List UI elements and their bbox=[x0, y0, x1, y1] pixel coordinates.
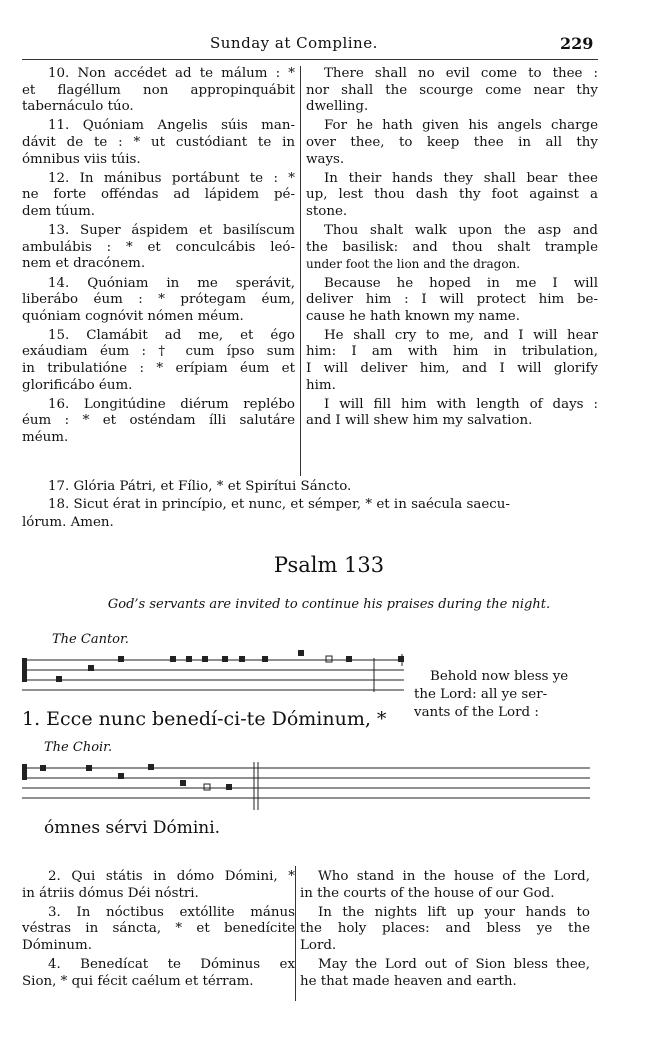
verse-line: 15. Clamábit ad me, et égo bbox=[48, 327, 295, 343]
verse-line: vants of the Lord : bbox=[414, 705, 539, 720]
verse-line: I will fill him with length of days : bbox=[324, 396, 598, 412]
verse-line: glorificábo éum. bbox=[22, 377, 133, 393]
psalm-title: Psalm 133 bbox=[273, 553, 385, 577]
english-verse-10 bbox=[306, 66, 598, 116]
verse-line: ambulábis : * et conculcábis leó- bbox=[22, 239, 295, 255]
latin-verse-12 bbox=[22, 171, 295, 221]
doxology-verses bbox=[22, 478, 598, 532]
top-latin-column bbox=[22, 66, 295, 449]
verse-line: dwelling. bbox=[306, 99, 369, 115]
verse-line: 4. Benedícat te Dóminus ex bbox=[48, 957, 295, 973]
latin-verse-11 bbox=[22, 118, 295, 168]
verse-line: liberábo éum : * prótegam éum, bbox=[22, 292, 295, 308]
verse-line: 10. Non accédet ad te málum : * bbox=[48, 66, 295, 81]
latin-verse-15 bbox=[22, 328, 295, 394]
verse-line: Dóminum. bbox=[22, 937, 92, 953]
verse-line: and I will shew him my salvation. bbox=[306, 413, 533, 429]
choir-label: The Choir. bbox=[44, 740, 113, 755]
verse-line: 11. Quóniam Angelis súis man- bbox=[48, 118, 295, 134]
verse-line: the basilisk: and thou shalt trample bbox=[306, 239, 598, 255]
verse-line: 12. In mánibus portábunt te : * bbox=[48, 170, 295, 186]
verse-line: In their hands they shall bear thee bbox=[324, 170, 598, 186]
verse-line: in átriis dómus Déi nóstri. bbox=[22, 885, 199, 901]
cantor-english bbox=[414, 668, 599, 722]
column-divider bbox=[300, 66, 301, 476]
english-verse-16 bbox=[306, 397, 598, 430]
english-verse-13 bbox=[306, 223, 598, 273]
verse-line: Thou shalt walk upon the asp and bbox=[324, 223, 598, 239]
verse-line: Because he hoped in me I will bbox=[324, 275, 598, 291]
verse-line: deliver him : I will protect him be- bbox=[306, 292, 598, 308]
verse-line: him: I am with him in tribulation, bbox=[306, 344, 598, 360]
verse-line: Lord. bbox=[300, 937, 337, 953]
choir-staff bbox=[22, 760, 592, 812]
column-divider bbox=[295, 866, 296, 1001]
verse-line: There shall no evil come to thee : bbox=[324, 66, 598, 81]
latin-verse-14 bbox=[22, 276, 295, 326]
verse-line: méum. bbox=[22, 430, 69, 446]
verse-line: I will deliver him, and I will glorify bbox=[306, 361, 598, 377]
verse-line: dem túum. bbox=[22, 203, 96, 219]
verse-line: up, lest thou dash thy foot against a bbox=[306, 187, 598, 203]
verse-line: 14. Quóniam in me sperávit, bbox=[48, 275, 295, 291]
verse-line: ways. bbox=[306, 151, 345, 167]
verse-line: He shall cry to me, and I will hear bbox=[324, 327, 598, 343]
verse-line: under foot the lion and the dragon. bbox=[306, 257, 521, 272]
latin-verse-2 bbox=[22, 869, 295, 902]
verse-line: Who stand in the house of the Lord, bbox=[318, 869, 590, 884]
verse-line: et flagéllum non appropinquábit bbox=[22, 82, 295, 98]
verse-line: lórum. Amen. bbox=[22, 515, 114, 530]
top-english-column bbox=[306, 66, 598, 433]
verse-line: ne forte offéndas ad lápidem pé- bbox=[22, 187, 295, 203]
psalm-subtitle: God’s servants are invited to continue his praises during the night. bbox=[107, 597, 551, 612]
verse-line: in tribulatióne : * erípiam éum et bbox=[22, 361, 295, 377]
verse-line: quóniam cognóvit nómen méum. bbox=[22, 308, 244, 324]
verse-line: nor shall the scourge come near thy bbox=[306, 82, 598, 98]
english-verse-14 bbox=[306, 276, 598, 326]
verse-line: ómnibus viis túis. bbox=[22, 151, 141, 167]
verse-line: Behold now bless ye bbox=[430, 669, 569, 684]
verse-line: nem et dracónem. bbox=[22, 256, 146, 272]
english-verse-15 bbox=[306, 328, 598, 394]
verse-line: over thee, to keep thee in all thy bbox=[306, 134, 598, 150]
latin-verse-13 bbox=[22, 223, 295, 273]
verse-line: 2. Qui státis in dómo Dómini, * bbox=[48, 869, 295, 884]
verse-line: éum : * et osténdam ílli salutáre bbox=[22, 413, 295, 429]
verse-line: the holy places: and bless ye the bbox=[300, 921, 590, 937]
verse-line: he that made heaven and earth. bbox=[300, 973, 517, 989]
verse-line: tabernáculo túo. bbox=[22, 99, 134, 115]
verse-line: 17. Glória Pátri, et Fílio, * et Spirítui Sáncto. bbox=[48, 479, 352, 494]
verse-line: exáudiam éum : † cum ípso sum bbox=[22, 344, 295, 360]
latin-verse-16 bbox=[22, 397, 295, 447]
verse-line: For he hath given his angels charge bbox=[324, 118, 598, 134]
english-verse-3 bbox=[300, 905, 590, 955]
verse-line: dávit de te : * ut custódiant te in bbox=[22, 134, 295, 150]
page-number: 229 bbox=[560, 34, 594, 53]
bottom-english-column bbox=[300, 869, 590, 993]
verse-line: véstras in sáncta, * et benedícite bbox=[22, 921, 295, 937]
english-verse-11 bbox=[306, 118, 598, 168]
verse-line: 13. Super áspidem et basilíscum bbox=[48, 223, 295, 239]
verse-line: in the courts of the house of our God. bbox=[300, 885, 555, 901]
bottom-latin-column bbox=[22, 869, 295, 993]
verse-line: 16. Longitúdine diérum replébo bbox=[48, 396, 295, 412]
verse-line: Sion, * qui fécit caélum et térram. bbox=[22, 973, 254, 989]
cantor-staff bbox=[22, 650, 412, 698]
latin-verse-10 bbox=[22, 66, 295, 116]
english-verse-12 bbox=[306, 171, 598, 221]
cantor-label: The Cantor. bbox=[52, 632, 129, 647]
verse-line: In the nights lift up your hands to bbox=[318, 904, 590, 920]
choir-text: ómnes sérvi Dómini. bbox=[44, 818, 221, 838]
latin-verse-4 bbox=[22, 957, 295, 990]
verse-line: May the Lord out of Sion bless thee, bbox=[318, 957, 590, 973]
verse-line: cause he hath known my name. bbox=[306, 308, 520, 324]
verse-line: him. bbox=[306, 377, 336, 393]
header-rule bbox=[22, 59, 598, 60]
verse-line: the Lord: all ye ser- bbox=[414, 687, 548, 702]
english-verse-2 bbox=[300, 869, 590, 902]
running-header-title: Sunday at Compline. bbox=[210, 34, 378, 52]
verse-line: 3. In nóctibus extóllite mánus bbox=[48, 904, 295, 920]
verse-line: 18. Sicut érat in princípio, et nunc, et sémper, * et in saécula saecu- bbox=[48, 497, 510, 512]
english-verse-4 bbox=[300, 957, 590, 990]
cantor-text: 1. Ecce nunc benedí-ci-te Dóminum, * bbox=[22, 708, 387, 730]
latin-verse-3 bbox=[22, 905, 295, 955]
verse-line: stone. bbox=[306, 203, 348, 219]
